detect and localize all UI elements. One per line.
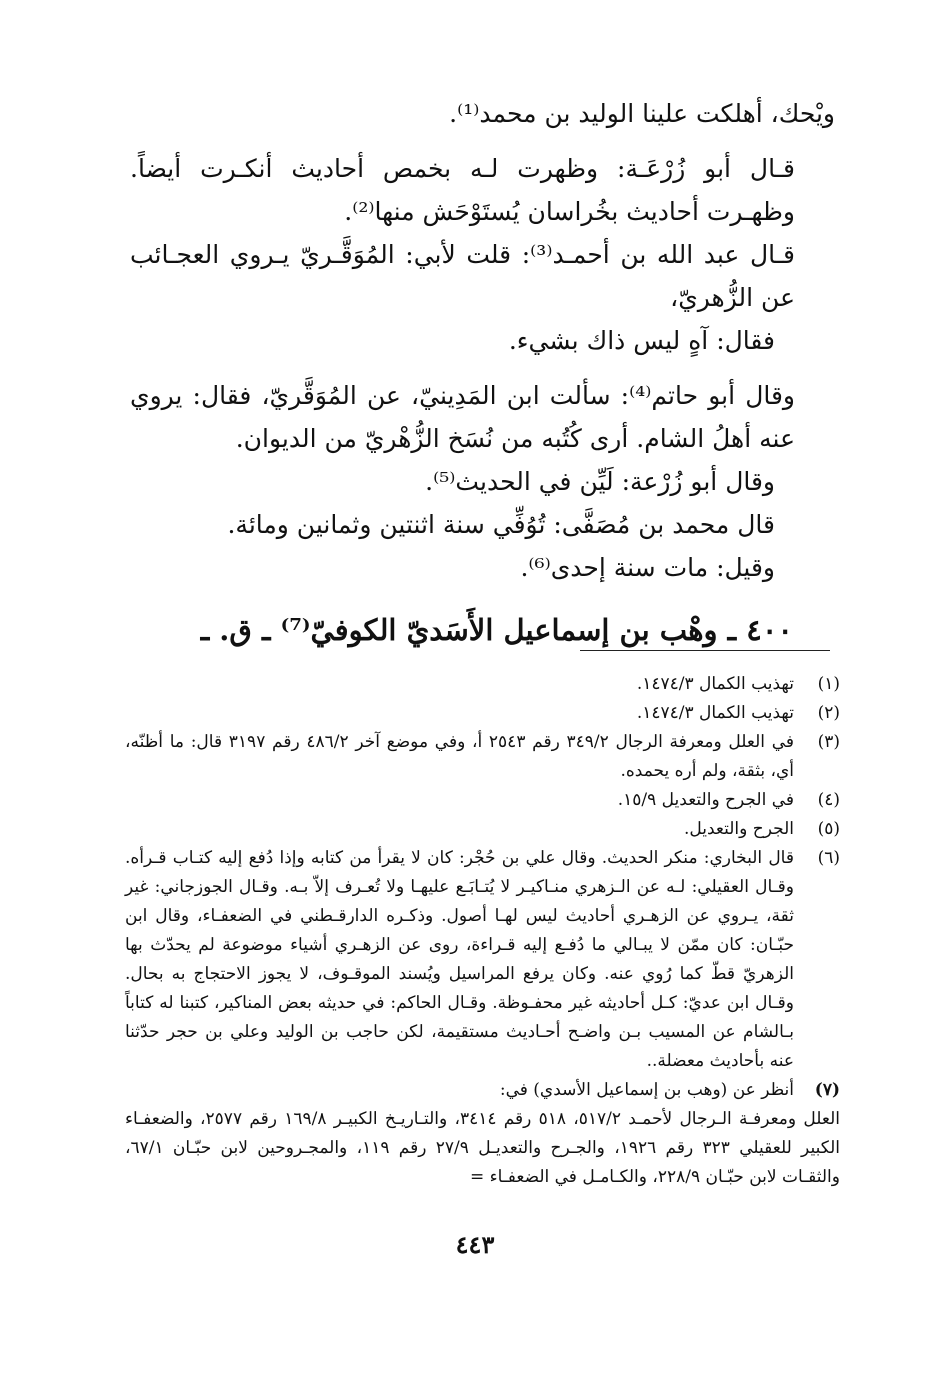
paragraph-7: قال محمد بن مُصَفَّى: تُوُفِّي سنة اثنتين وثمانين ومائة.: [227, 510, 775, 539]
footnote-item: [125, 670, 840, 699]
footnote-text: أنظر عن (وهب بن إسماعيل الأسدي) في:: [499, 1080, 794, 1100]
paragraph-4: فقال: آهٍ ليس ذاك بشيء.: [508, 326, 775, 355]
footnote-text: الجرح والتعديل.: [683, 819, 794, 839]
paragraph-2: قـال أبو زُرْعَـة: وظهرت لـه بخمص أحاديث أنكـرت أيضاً. وظهـرت أحاديث بخُراسان يُستَوْحَش منها⁽²⁾.: [130, 154, 795, 226]
entry-heading: ٤٠٠ ـ وهْب بن إسماعيل الأَسَديّ الكوفيّ⁽⁷⁾ ـ ق. ـ: [200, 613, 793, 647]
footnotes: [125, 670, 840, 1192]
footnote-item: [125, 786, 840, 815]
footnote-item: [125, 815, 840, 844]
paragraph-6: وقال أبو زُرْعة: لَيِّن في الحديث⁽⁵⁾.: [425, 467, 775, 496]
footnote-text: تهذيب الكمال ١٤٧٤/٣.: [636, 674, 794, 694]
footnote-divider: [580, 650, 830, 651]
footnote-item: [125, 1076, 840, 1105]
footnote-number: (٧): [814, 1080, 840, 1100]
page-number: ٤٤٣: [455, 1230, 495, 1259]
paragraph-3: قـال عبد الله بن أحمـد⁽³⁾: قلت لأبي: المُوَقَّـريّ يـروي العجـائب عن الزُّهريّ،: [130, 240, 795, 312]
paragraph-1: ويْحك، أهلكت علينا الوليد بن محمد⁽¹⁾.: [449, 99, 835, 128]
footnote-number: (١): [817, 674, 840, 694]
paragraph-5: وقال أبو حاتم⁽⁴⁾: سألت ابن المَدِينيّ، عن المُوَقَّريّ، فقال: يروي عنه أهلُ الشام. أرى كُتُبه من نُسَخ الزُّهْريّ من الديوان.: [130, 381, 796, 453]
footnote-text: تهذيب الكمال ١٤٧٤/٣.: [636, 703, 794, 723]
footnote-number: (٣): [817, 732, 840, 752]
footnote-7-references: العلل ومعرفـة الـرجال لأحمـد ٥١٧/٢، ٥١٨ رقم ٣٤١٤، والتـاريـخ الكبيـر ١٦٩/٨ رقم ٢٥٧٧، والضعفـاء الكبير للعقيلي ٣٢٣ رقم ١٩٢٦، والجـرح والتعديـل ٢٧/٩ رقم ١١٩، والمجـروحين لابن حبّـان ٦٧/١، والثقـات لابن حبّـان ٢٢٨/٩، والكـامـل في الضعفـاء =: [125, 1109, 840, 1187]
main-text: [130, 92, 835, 653]
footnote-item: [125, 728, 840, 786]
footnote-item: [125, 699, 840, 728]
footnote-text: في الجرح والتعديل ١٥/٩.: [617, 790, 794, 810]
footnote-text: في العلل ومعرفة الرجال ٣٤٩/٢ رقم ٢٥٤٣ أ، وفي موضع آخر ٤٨٦/٢ رقم ٣١٩٧ قال: ما أظنّه، أي، بثقة، ولم أره يحمده.: [125, 732, 794, 781]
footnote-number: (٢): [817, 703, 840, 723]
footnote-number: (٦): [817, 848, 840, 868]
footnote-item: [125, 844, 840, 1076]
footnote-number: (٥): [817, 819, 840, 839]
footnote-text: قال البخاري: منكر الحديث. وقال علي بن حُجْر: كان لا يقرأ من كتابه وإذا دُفع إليه كتـاب قـرأه. وقـال العقيلي: لـه عن الـزهري منـاكيـر لا يُتـابَـع عليهـا ولا تُعـرف إلاّ بـه. وقـال الجوزجاني: غير ثقة، يـروي عن الزهـري أحاديث ليس لهـا أصول. وذكـره الدارقـطني في الضعفـاء، وقال ابن حبّـان: كان ممّن لا يبـالي ما دُفـع إليه قـراءة، روى عن الزهـري أشياء موضوعة لم يحدّث بها الزهريّ قطّ كما رُوي عنه. وكان يرفع المراسيل ويُسند الموقـوف، لا يجوز الاحتجاج به بحال. وقـال ابن عديّ: كـل أحاديثه غير محفـوظة. وقـال الحاكم: في حديثه بعض المناكير، كتبنا له كتاباً بـالشام عن المسيب بـن واضـح أحـاديث مستقيمة، لكن حاجب بن الوليد وعلي بن حجر حدّثنا عنه بأحاديث معضلة..: [125, 848, 794, 1071]
footnote-number: (٤): [817, 790, 840, 810]
paragraph-8: وقيل: مات سنة إحدى⁽⁶⁾.: [520, 553, 775, 582]
